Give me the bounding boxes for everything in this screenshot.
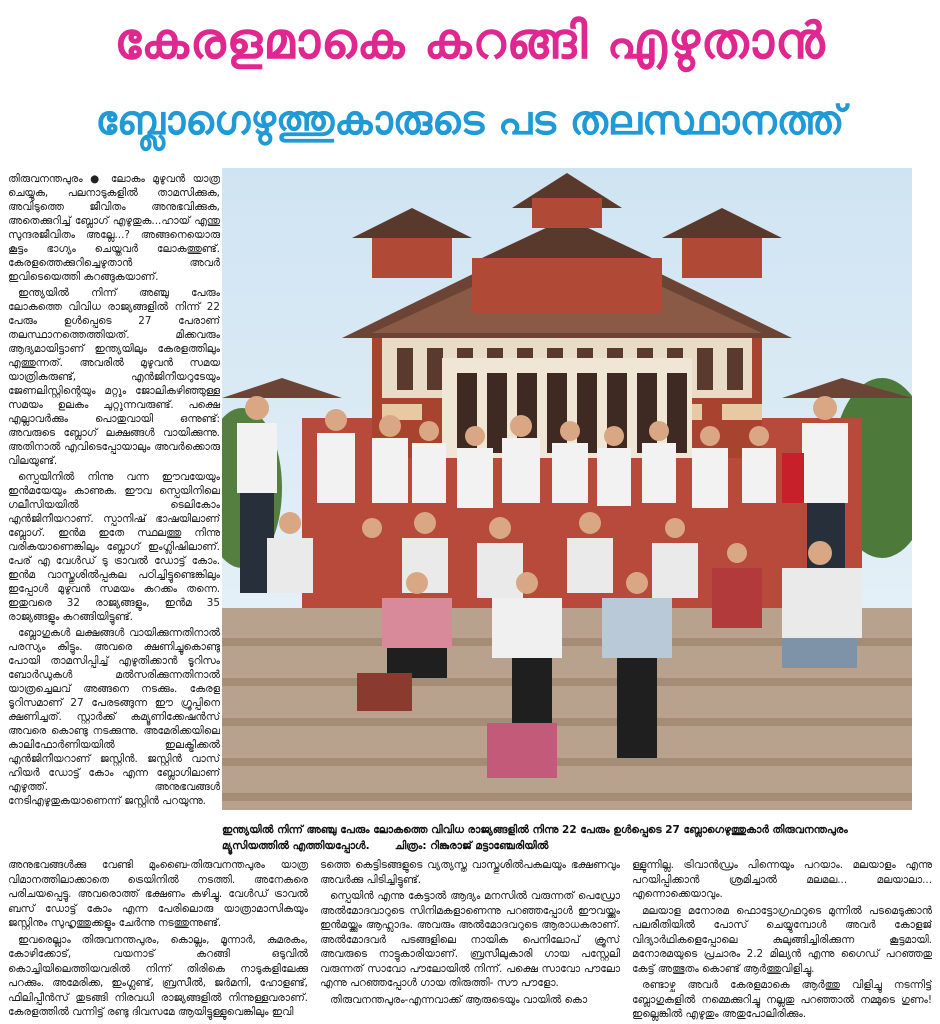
- left-text-column: [8, 172, 220, 820]
- photo-credit: ചിത്രം: റിങ്കുരാജ് മട്ടാഞ്ചേരിയിൽ: [394, 840, 549, 852]
- caption-line-1: ഇന്ത്യയിൽ നിന്ന് അഞ്ചു പേരും ലോകത്തെ വിവിധ രാജ്യങ്ങളിൽ നിന്നു 22 പേരും ഉൾപ്പെടെ 27 ബ്ലോഗെഴുത്തുകാർ തിരുവനന്തപുരം: [222, 824, 848, 836]
- caption-line-2-text: മ്യൂസിയത്തിൽ എത്തിയപ്പോൾ.: [222, 840, 370, 852]
- article-paragraph: ഇവരെല്ലാം തിരുവനന്തപുരം, കൊല്ലം, മൂന്നാർ, കുമരകം, കോഴിക്കോട്, വയനാട് കറങ്ങി ഒടുവിൽ കൊച്ചിയിലെത്തിയവരിൽ നിന്ന് തിരികെ നാടുകളിലേക്കു പറക്കും. അമേരിക്ക, ഇംഗ്ലണ്ട്, ബ്രസീൽ, ജർമനി, ഹോളണ്ട്, ഫിലിപ്പീൻസ് തുടങ്ങി നിരവധി രാജ്യങ്ങളിൽ നിന്നുള്ളവരാണ്. കേരളത്തിൽ വന്നിട്ട് രണ്ടു ദിവസമേ ആയിട്ടുള്ളുവെങ്കിലും ഇവി: [8, 933, 308, 1018]
- article-paragraph: ബ്ലോഗുകൾ ലക്ഷങ്ങൾ വായിക്കുന്നതിനാൽ പരസ്യം കിട്ടും. അവരെ ക്ഷണിച്ചുകൊണ്ടു പോയി താമസിപ്പിച്ച് എഴുതിക്കാൻ ടൂറിസം ബോർഡുകൾ മൽസരിക്കുന്നതിനാൽ യാത്രച്ചെലവ് അങ്ങനെ നടക്കും. കേരള ടൂറിസമാണ് 27 പേരടങ്ങുന്ന ഈ ഗ്രൂപ്പിനെ ക്ഷണിച്ചത്. സ്റ്റാർക്ക് കമ്യൂണിക്കേഷൻസ് അവരെ കൊണ്ടു നടക്കുന്നു. അമേരിക്കയിലെ കാലിഫോർണിയയിൽ ഇലക്ട്രിക്കൽ എൻജിനീയറാണ് ജസ്റ്റിൻ. ജസ്റ്റിൻ വാസ് ഹിയർ ഡോട്ട് കോം എന്ന ബ്ലോഗിലാണ് എഴുത്ത്. അനുഭവങ്ങൾ നേടിഎഴുതുകയാണെന്ന് ജസ്റ്റിൻ പറയുന്നു.: [8, 627, 220, 807]
- caption-line-2: [222, 838, 912, 854]
- headline: കേരളമാകെ കറങ്ങി എഴുതാൻ: [114, 11, 826, 70]
- article-paragraph: സ്പെയിൻ എന്നു കേട്ടാൽ ആദ്യം മനസിൽ വരുന്നത് പെഡ്രോ അൽമോദവാറുടെ സിനിമകളാണെന്നു പറഞ്ഞപ്പോൾ ഈവയ്ക്കും ഇൻമയ്ക്കും ആഹ്ലാദം. അവരും അൽമോദവറുടെ ആരാധകരാണ്. അൽമോദവർ പടങ്ങളിലെ നായിക പെനിലോപ് ക്രൂസ് അവരുടെ നാട്ടുകാരിയാണ്. ബ്രസീലുകാരി ഗായ പസ്റ്റേലി വരുന്നത് സാവോ പൗലോയിൽ നിന്ന്. പക്ഷെ സാവോ പൗലോ എന്നു പറഞ്ഞപ്പോൾ ഗായ തിരുത്തി- സൗ പൗളോ.: [320, 890, 620, 989]
- bottom-column-3: [632, 858, 932, 1022]
- museum-photo-illustration: [222, 168, 912, 810]
- article-paragraph: ള്ളുന്നില്ല. ട്രിവാൻഡ്രം പിന്നെയും പറയാം. മലയാളം എന്നു പറയിപ്പിക്കാൻ ശ്രമിച്ചാൽ മലമല... മലയാലാ... എന്നൊക്കെയാവും.: [632, 859, 932, 900]
- bottom-column-2: [320, 858, 620, 1022]
- article-paragraph: ഇന്ത്യയിൽ നിന്ന് അഞ്ചു പേരും ലോകത്തെ വിവിധ രാജ്യങ്ങളിൽ നിന്ന് 22 പേരും ഉൾപ്പെടെ 27 പേരാണ് തലസ്ഥാനത്തെത്തിയത്. മിക്കവരും ആദ്യമായിട്ടാണ് ഇന്ത്യയിലും കേരളത്തിലും എത്തുന്നത്. അവരിൽ മുഴുവൻ സമയ യാത്രികരുണ്ട്, എൻജിനീയറുടേയും ജേണലിസ്റ്റിന്റെയും മറ്റും ജോലികഴിഞ്ഞുള്ള സമയം ഉലകം ചുറ്റുന്നവരുണ്ട്. പക്ഷെ എല്ലാവർക്കും പൊതുവായി ഒന്നുണ്ട്: അവരുടെ ബ്ലോഗ് ലക്ഷങ്ങൾ വായിക്കുന്നു. അതിനാൽ എവിടെപ്പോയാലും അവർക്കൊരു വിലയുണ്ട്.: [8, 287, 220, 467]
- group-photo: [222, 168, 912, 810]
- article-paragraph: തിരുവനന്തപുരം-എന്നവാക്ക് ആരുടെയും വായിൽ കൊ: [330, 993, 588, 1006]
- headline-block: [0, 2, 940, 80]
- article-paragraph: അനുഭവങ്ങൾക്കു വേണ്ടി മുംബൈ-തിരുവനന്തപുരം യാത്ര വിമാനത്തിലാക്കാതെ ട്രെയിനിൽ നടത്തി. അനേകരെ പരിചയപ്പെട്ടു. അവരൊത്ത് ഭക്ഷണം കഴിച്ചു. വേൾഡ് ട്രാവൽ ബസ് ഡോട്ട് കോം എന്ന പേരിലൊരു യാത്രാമാസികയും ജസ്റ്റിനും സുഹൃത്തുക്കളും ചേർന്നു നടത്തുന്നുണ്ട്.: [8, 859, 308, 929]
- article-paragraph: സ്പെയിനിൽ നിന്നു വന്ന ഈവയേയും ഇൻമയേയും കാണുക. ഈവ സ്പെയിനിലെ ഗലീസിയയിൽ ടെലികോം എൻജിനീയറാണ്. സ്പാനിഷ് ഭാഷയിലാണ് ബ്ലോഗ്. ഇൻമ ഇതേ സ്ഥലത്തു നിന്നു വരികയാണെങ്കിലും ബ്ലോഗ് ഇംഗ്ലിഷിലാണ്. പേര് എ വേൾഡ് ടു ട്രാവൽ ഡോട്ട് കോം. ഇൻമ വാസ്തുശിൽപ്പകല പഠിച്ചിട്ടുണ്ടെങ്കിലും ഇപ്പോൾ മുഴുവൻ സമയം കറക്കം തന്നെ. ഇതുവരെ 32 രാജ്യങ്ങളും, ഇൻമ 35 രാജ്യങ്ങളും കറങ്ങിയിട്ടുണ്ട്.: [8, 471, 220, 623]
- article-paragraph: ടത്തെ കെട്ടിടങ്ങളുടെ വ്യത്യസ്ത വാസ്തുശിൽപകലയും ഭക്ഷണവും അവർക്കു പിടിച്ചിട്ടുണ്ട്.: [320, 859, 620, 886]
- article-paragraph: തിരുവനന്തപുരം ● ലോകം മുഴുവൻ യാത്ര ചെയ്യുക, പലനാടുകളിൽ താമസിക്കുക, അവിടുത്തെ ജീവിതം അനുഭവിക്കുക, അതെക്കുറിച്ച് ബ്ലോഗ് എഴുതുക...ഹായ് എന്തു സുന്ദരജീവിതം അല്ലേ...? അങ്ങനെയൊരു കൂട്ടം ഭാഗ്യം ചെയ്തവർ ലോകത്തുണ്ട്. കേരളത്തെക്കുറിച്ചെഴുതാൻ അവർ ഇവിടെയെത്തി കറങ്ങുകയാണ്.: [8, 173, 220, 283]
- bottom-column-1: [8, 858, 308, 1022]
- subheadline-block: [0, 88, 940, 154]
- article-paragraph: രണ്ടാഴ്ച അവർ കേരളമാകെ ആർത്തു വിളിച്ചു നടന്നിട്ട് ബ്ലോഗുകളിൽ നമ്മെക്കുറിച്ചു നല്ലതു പറഞ്ഞാൽ നമ്മുടെ ഗുണം! ഇല്ലെങ്കിൽ എഴുതും അതുപോലിരിക്കും.: [632, 979, 932, 1020]
- photo-caption: [222, 822, 912, 856]
- article-paragraph: മലയാള മനോരമ ഫൊട്ടോഗ്രഫറുടെ മുന്നിൽ പടമെടുക്കാൻ പലരീതിയിൽ പോസ് ചെയ്യുമ്പോൾ അവർ കോളജ് വിദ്യാർഥികളെപ്പോലെ കുലുങ്ങിച്ചിരിക്കുന്ന കൂട്ടമായി. മനോരമയുടെ പ്രചാരം 2.2 മില്യൻ എന്നു ഗൈഡ് പറഞ്ഞതു കേട്ട് അത്ഭുതം കൊണ്ട് ആർത്തുവിളിച്ചു.: [632, 904, 932, 975]
- bottom-text-columns: [8, 858, 932, 1022]
- subheadline: ബ്ലോഗെഴുത്തുകാരുടെ പട തലസ്ഥാനത്ത്: [95, 98, 845, 144]
